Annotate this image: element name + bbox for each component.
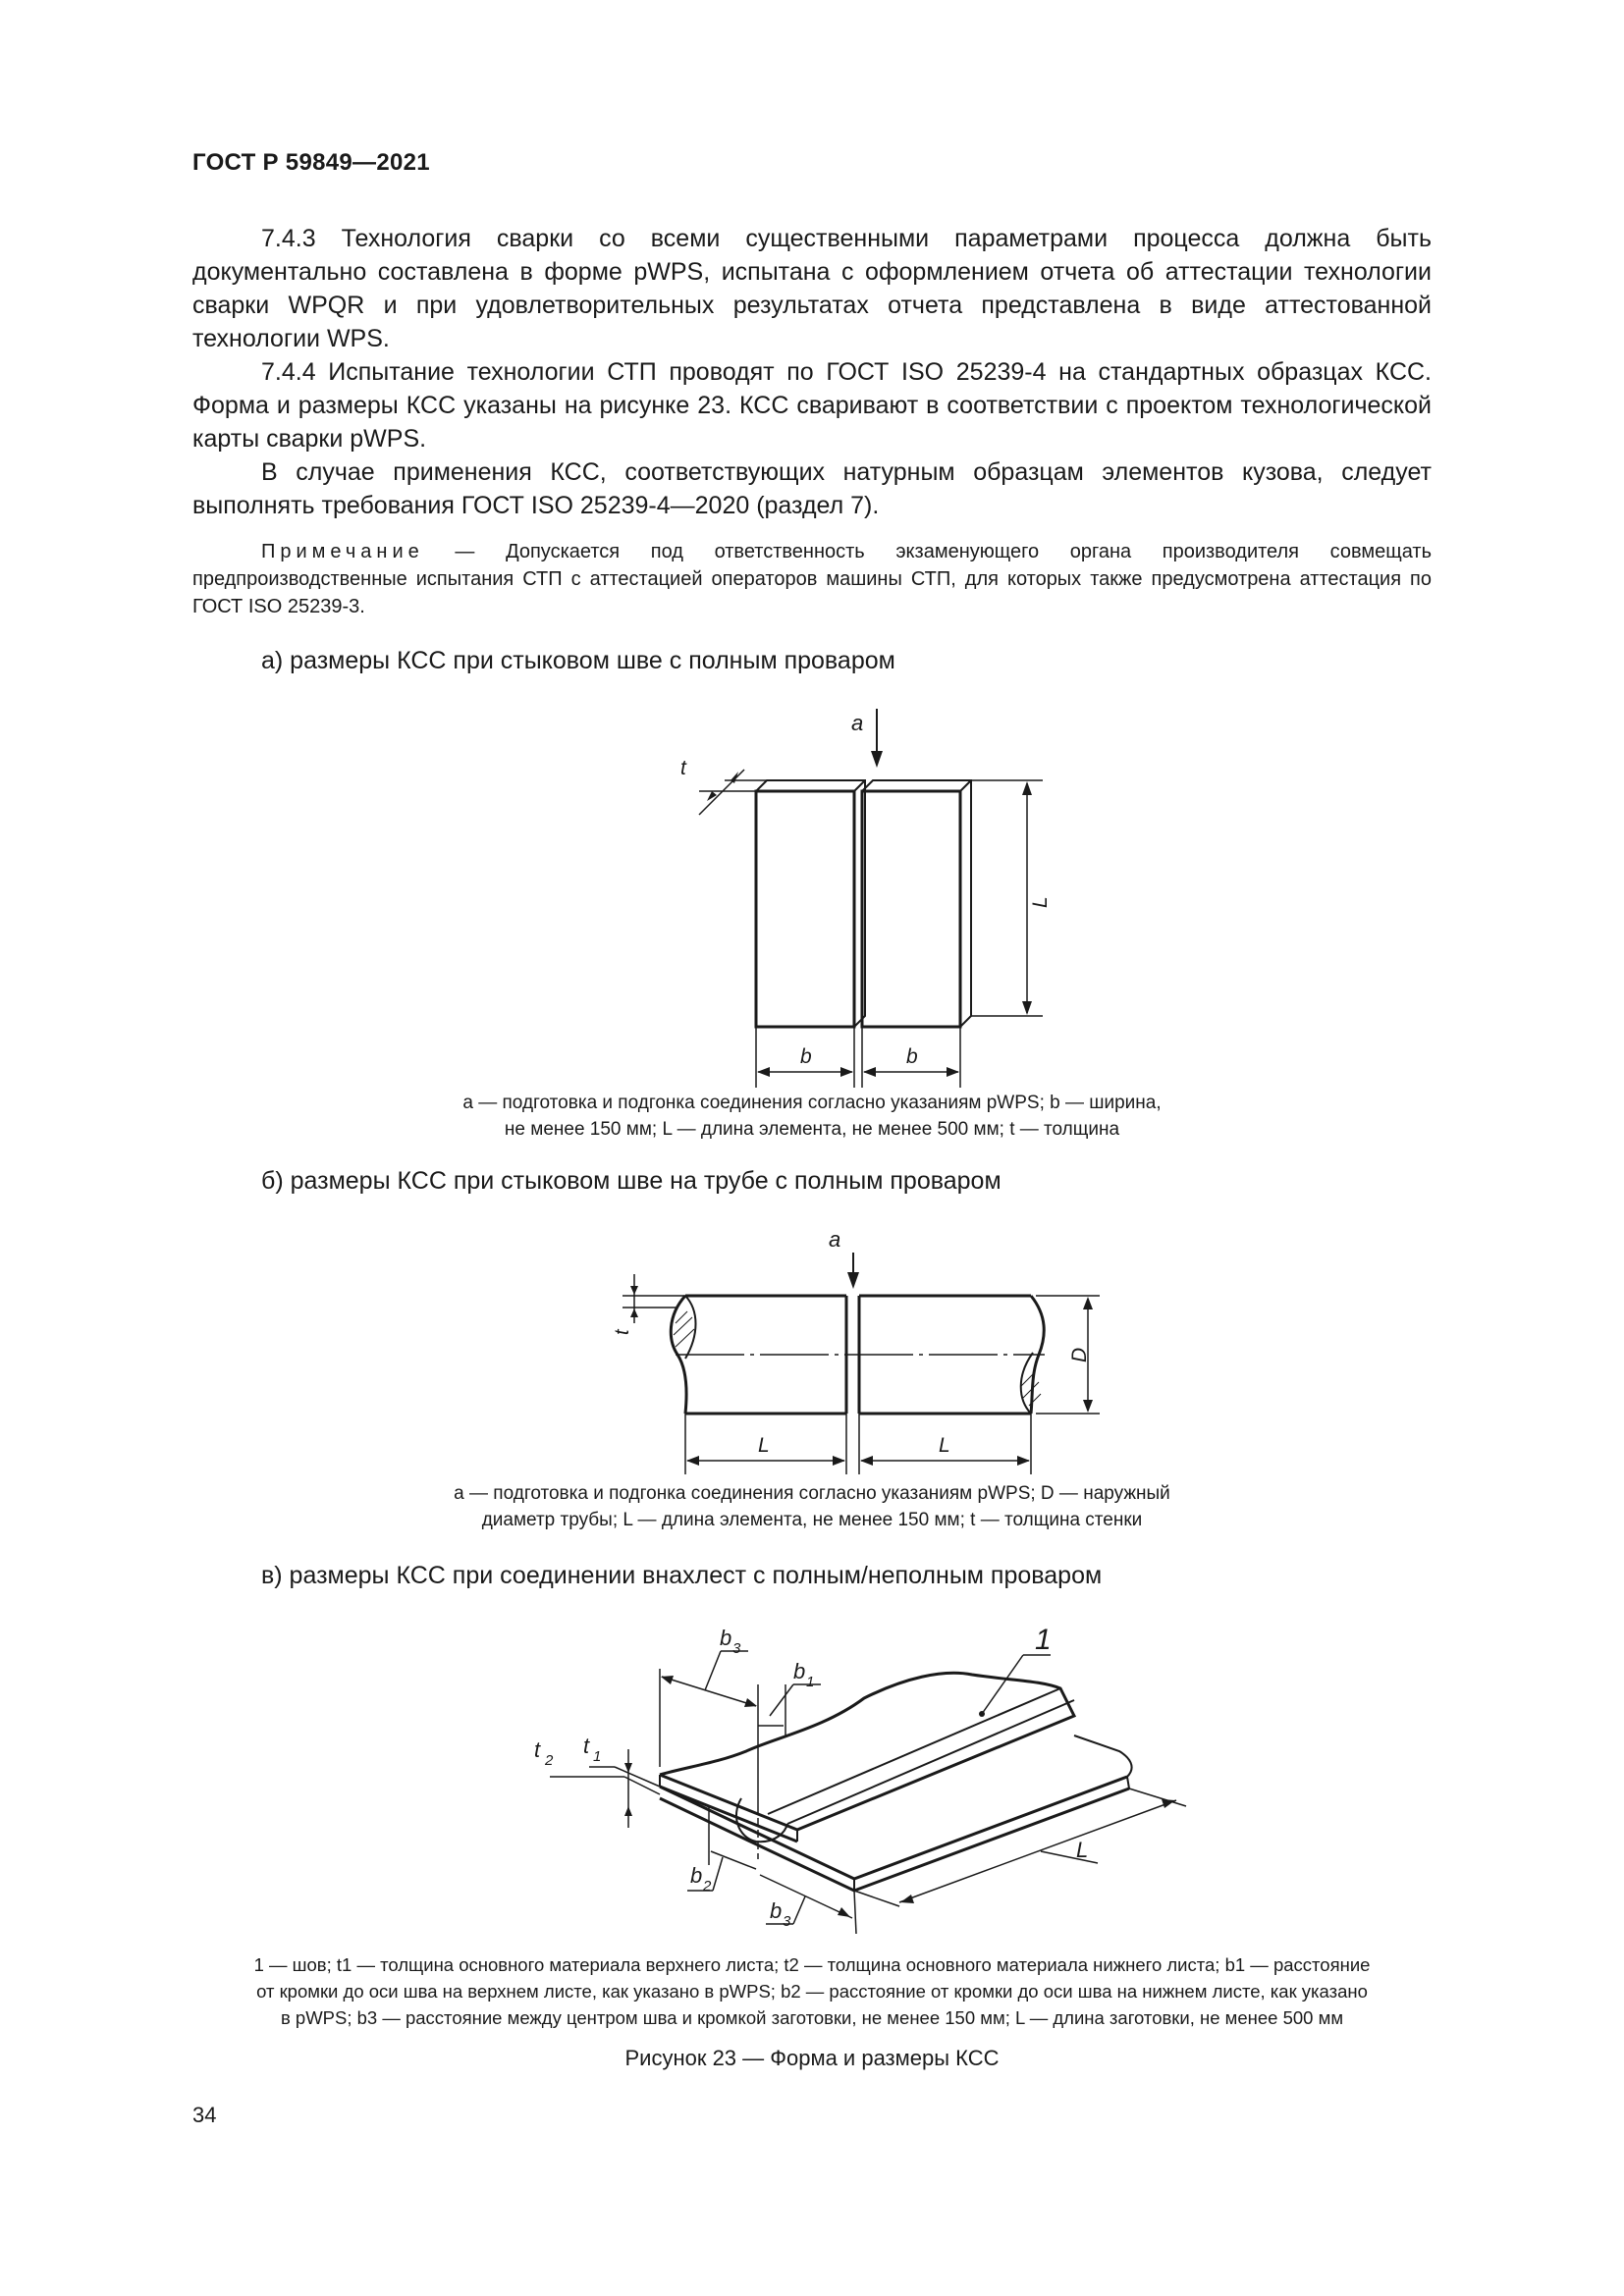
label-t2: t — [534, 1737, 541, 1762]
dimensions-t1-t2 — [534, 1734, 660, 1828]
label-L-right: L — [939, 1434, 950, 1457]
label-t1: t — [583, 1734, 590, 1758]
label-b1: b — [793, 1659, 806, 1683]
figure-a-legend-line-1: a — подготовка и подгонка соединения согласно указаниям pWPS; b — ширина, — [462, 1093, 1162, 1113]
figure-c-subtitle: в) размеры КСС при соединении внахлест с полным/неполным проваром — [261, 1562, 1103, 1589]
label-b-left: b — [800, 1045, 812, 1068]
figure-c-legend-line-2: от кромки до оси шва на верхнем листе, как указано в pWPS; b2 — расстояние от кромки до оси шва на нижнем листе, как указано — [256, 1981, 1368, 2002]
label-L: L — [1029, 896, 1052, 908]
document-header: ГОСТ Р 59849—2021 — [192, 149, 430, 176]
label-D: D — [1068, 1347, 1091, 1362]
figure-c-legend-line-3: в pWPS; b3 — расстояние между центром шва и кромкой заготовки, не менее 150 мм; L — длина заготовки, не менее 500 мм — [280, 2007, 1344, 2028]
label-b3-top: b — [720, 1626, 732, 1650]
label-b3-bottom-sub: 3 — [783, 1913, 791, 1930]
note-text: — Допускается под ответственность экзаменующего органа производителя совмещать предпроизводственные испытания СТП с аттестацией операторов машины СТП, для которых также предусмотрена аттестация по ГОСТ ISO 25239-3. — [192, 541, 1432, 617]
label-b1-sub: 1 — [806, 1674, 815, 1690]
leader-weld-1 — [979, 1624, 1052, 1717]
note-label: Примечание — [261, 541, 424, 562]
figure-a-legend-line-2: не менее 150 мм; L — длина элемента, не менее 500 мм; t — толщина — [504, 1119, 1120, 1140]
figure-b-legend-line-1: a — подготовка и подгонка соединения согласно указаниям pWPS; D — наружный — [454, 1483, 1170, 1504]
label-t: t — [680, 757, 686, 779]
label-b2-sub: 2 — [703, 1878, 712, 1895]
figure-b-subtitle: б) размеры КСС при стыковом шве на трубе с полным проваром — [261, 1167, 1001, 1195]
figure-c-legend-line-1: 1 — шов; t1 — толщина основного материала верхнего листа; t2 — толщина основного материала нижнего листа; b1 — расстояние — [253, 1954, 1371, 1975]
label-a: a — [851, 711, 864, 735]
figure-c-legend — [147, 1951, 1477, 2031]
paragraph-body-kss: В случае применения КСС, соответствующих натурным образцам элементов кузова, следует выполнять требования ГОСТ ISO 25239-4—2020 (раздел 7). — [192, 458, 1432, 519]
dimension-L — [854, 1789, 1186, 1906]
figure-a-subtitle: а) размеры КСС при стыковом шве с полным проваром — [261, 647, 895, 674]
label-L-left: L — [758, 1434, 770, 1457]
label-b2: b — [690, 1863, 703, 1888]
figure-b-legend-line-2: диаметр трубы; L — длина элемента, не менее 150 мм; t — толщина стенки — [481, 1510, 1143, 1530]
label-a: a — [829, 1227, 841, 1252]
page-number: 34 — [192, 2103, 217, 2127]
label-t1-sub: 1 — [593, 1748, 602, 1765]
paragraph-7-4-3: 7.4.3 Технология сварки со всеми существенными параметрами процесса должна быть документально составлена в форме pWPS, испытана с оформлением отчета об аттестации технологии сварки WPQR и при удовлетворительных результатах отчета представлена в виде аттестованной технологии WPS. — [192, 225, 1432, 352]
label-b3-top-sub: 3 — [732, 1640, 741, 1657]
weld-bead — [736, 1688, 1074, 1859]
label-t2-sub: 2 — [545, 1752, 554, 1769]
paragraph-7-4-4: 7.4.4 Испытание технологии СТП проводят по ГОСТ ISO 25239-4 на стандартных образцах КСС. Форма и размеры КСС указаны на рисунке 23. КСС сваривают в соответствии с проектом технологической карты сварки pWPS. — [192, 358, 1432, 453]
label-1: 1 — [1035, 1624, 1052, 1656]
figure-caption: Рисунок 23 — Форма и размеры КСС — [624, 2046, 1000, 2070]
label-L: L — [1076, 1838, 1089, 1862]
label-t: t — [612, 1329, 633, 1335]
label-b3-bottom: b — [770, 1898, 783, 1923]
label-b-right: b — [906, 1045, 918, 1068]
